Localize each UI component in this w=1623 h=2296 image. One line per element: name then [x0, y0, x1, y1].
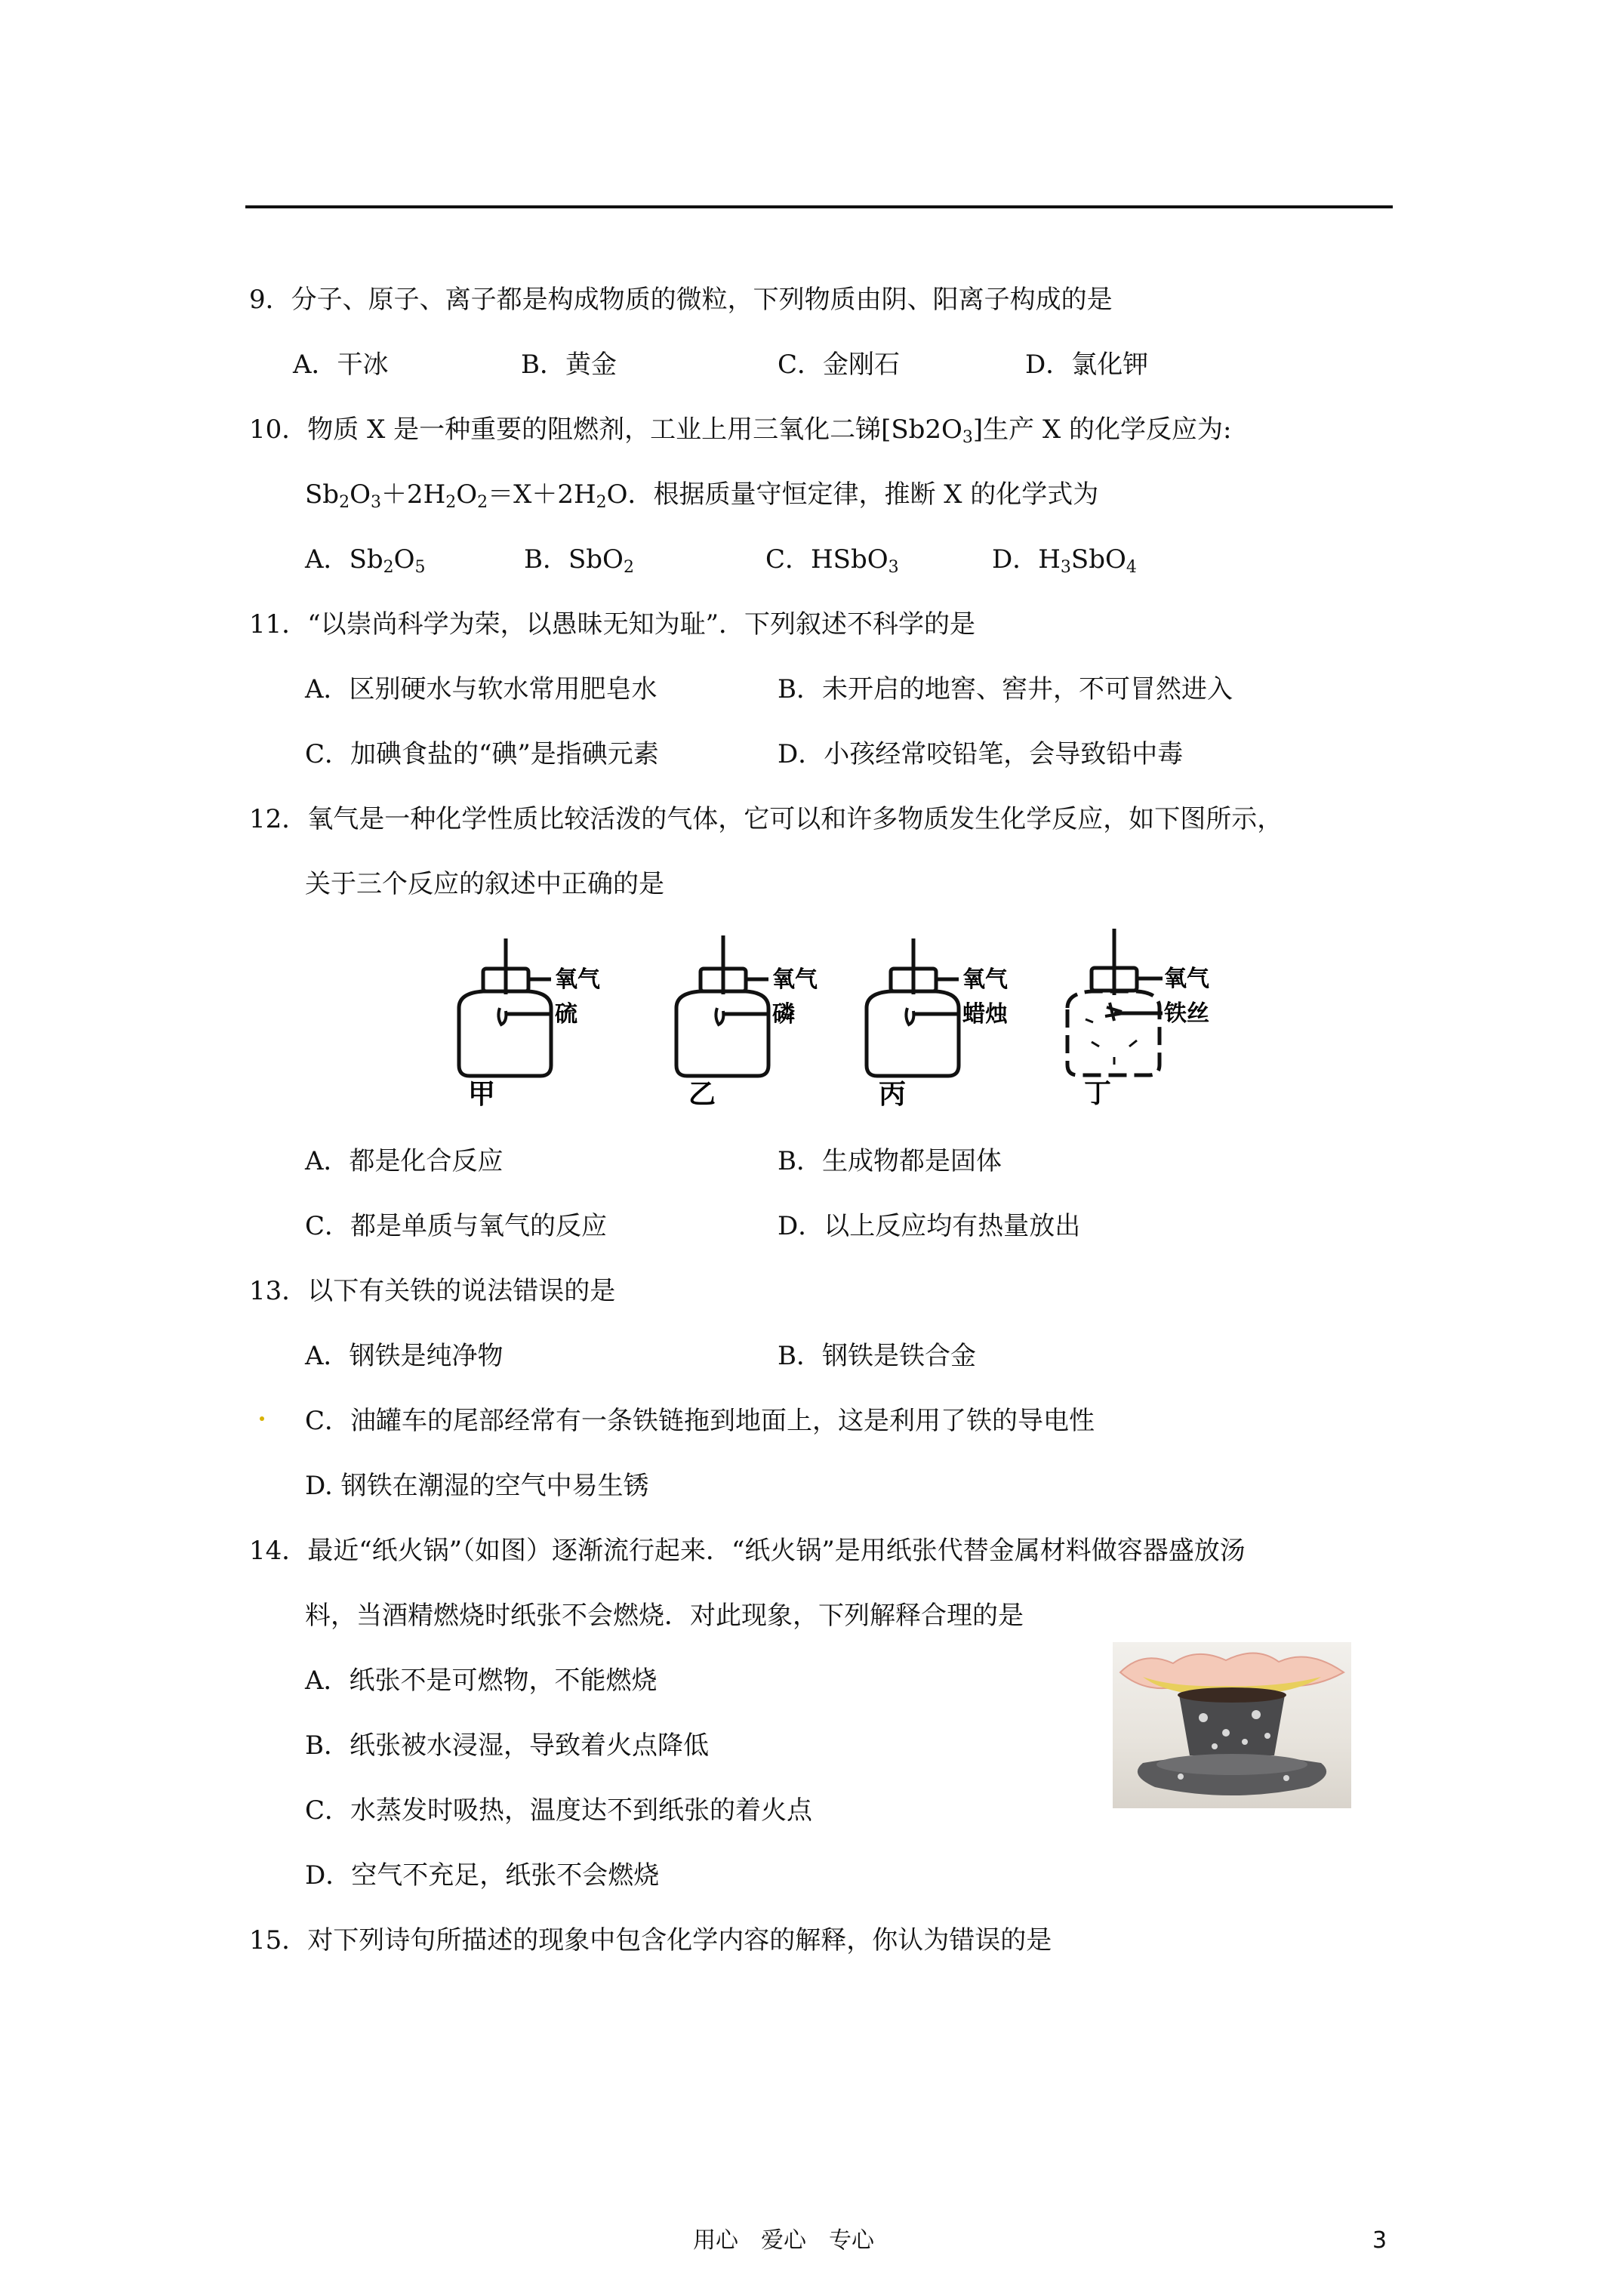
stray-dot	[260, 1416, 264, 1421]
paper-hotpot-photo	[1113, 1642, 1351, 1808]
q9-option-c: C．金刚石	[778, 350, 901, 380]
figure-jia-label-substance: 硫	[555, 1001, 577, 1028]
q13-stem: 13．以下有关铁的说法错误的是	[249, 1276, 616, 1306]
q14-stem-line2: 料，当酒精燃烧时纸张不会燃烧．对此现象，下列解释合理的是	[305, 1601, 1024, 1631]
footer-motto: 用心 爱心 专心	[693, 2227, 874, 2254]
q12-stem-line1: 12．氧气是一种化学性质比较活泼的气体，它可以和许多物质发生化学反应，如下图所示，	[249, 804, 1283, 834]
q14-option-c: C．水蒸发时吸热，温度达不到纸张的着火点	[305, 1795, 813, 1826]
figure-bing-name: 丙	[879, 1079, 907, 1106]
q13-option-b: B．钢铁是铁合金	[778, 1341, 976, 1371]
q14-option-a: A．纸张不是可燃物，不能燃烧	[305, 1666, 658, 1696]
figure-yi-jar	[655, 932, 836, 1106]
figure-ding-label-oxygen: 氧气	[1164, 966, 1209, 992]
figure-ding-label-substance: 铁丝	[1164, 1000, 1209, 1027]
q12-option-b: B．生成物都是固体	[778, 1146, 1002, 1176]
q10-option-a: A．$Sb_2O_5$	[305, 544, 426, 577]
figure-ding-jar	[1039, 929, 1235, 1106]
q13-option-c: C．油罐车的尾部经常有一条铁链拖到地面上，这是利用了铁的导电性	[305, 1406, 1095, 1436]
figure-ding-name: 丁	[1084, 1078, 1112, 1106]
q9-stem: 9．分子、原子、离子都是构成物质的微粒，下列物质由阴、阳离子构成的是	[249, 285, 1113, 315]
q10-option-d: D．$H_3SbO_4$	[992, 544, 1137, 577]
q11-option-b: B．未开启的地窖、窖井，不可冒然进入	[778, 674, 1233, 704]
q13-option-a: A．钢铁是纯净物	[305, 1341, 504, 1371]
figure-jia-label-oxygen: 氧气	[555, 966, 600, 993]
q9-option-b: B．黄金	[521, 350, 617, 380]
q10-stem: 10．物质 X 是一种重要的阻燃剂，工业上用三氧化二锑$[Sb2O_3]$生产 X 的化学反应为:	[249, 415, 1232, 447]
page-number: 3	[1372, 2227, 1387, 2254]
q14-option-b: B．纸张被水浸湿，导致着火点降低	[305, 1730, 709, 1761]
q12-option-d: D．以上反应均有热量放出	[778, 1211, 1081, 1241]
q10-equation: $Sb_2O_3+2H_2O_2=X+2H_2O$．根据质量守恒定律，推断 X 的化学式为	[305, 479, 1099, 512]
q14-option-d: D．空气不充足，纸张不会燃烧	[305, 1860, 660, 1891]
q12-option-a: A．都是化合反应	[305, 1146, 504, 1176]
q10-option-c: C．HSbO$_3$	[765, 544, 899, 577]
q11-option-a: A．区别硬水与软水常用肥皂水	[305, 674, 658, 704]
q12-stem-line2: 关于三个反应的叙述中正确的是	[305, 869, 664, 899]
q14-stem-line1: 14．最近“纸火锅”（如图）逐渐流行起来．“纸火锅”是用纸张代替金属材料做容器盛放汤	[249, 1536, 1246, 1566]
q12-option-c: C．都是单质与氧气的反应	[305, 1211, 608, 1241]
figure-jia-name: 甲	[468, 1079, 496, 1106]
q9-option-a: A．干冰	[293, 350, 389, 380]
q10-option-b: B．SbO$_2$	[524, 544, 634, 577]
header-rule	[245, 205, 1393, 208]
figure-jia-jar	[438, 932, 619, 1106]
figure-bing-label-substance: 蜡烛	[962, 1001, 1008, 1028]
figure-bing-label-oxygen: 氧气	[962, 966, 1008, 993]
q15-stem: 15．对下列诗句所描述的现象中包含化学内容的解释，你认为错误的是	[249, 1925, 1052, 1955]
figure-yi-name: 乙	[688, 1079, 716, 1106]
q11-stem: 11．“以崇尚科学为荣，以愚昧无知为耻”．下列叙述不科学的是	[249, 609, 976, 639]
q11-option-c: C．加碘食盐的“碘”是指碘元素	[305, 739, 659, 769]
q9-option-d: D．氯化钾	[1025, 350, 1149, 380]
figure-yi-label-substance: 磷	[772, 1001, 795, 1028]
q13-option-d: D. 钢铁在潮湿的空气中易生锈	[305, 1471, 649, 1501]
figure-bing-jar	[845, 932, 1027, 1106]
figure-yi-label-oxygen: 氧气	[772, 966, 818, 993]
q11-option-d: D．小孩经常咬铅笔，会导致铅中毒	[778, 739, 1184, 769]
